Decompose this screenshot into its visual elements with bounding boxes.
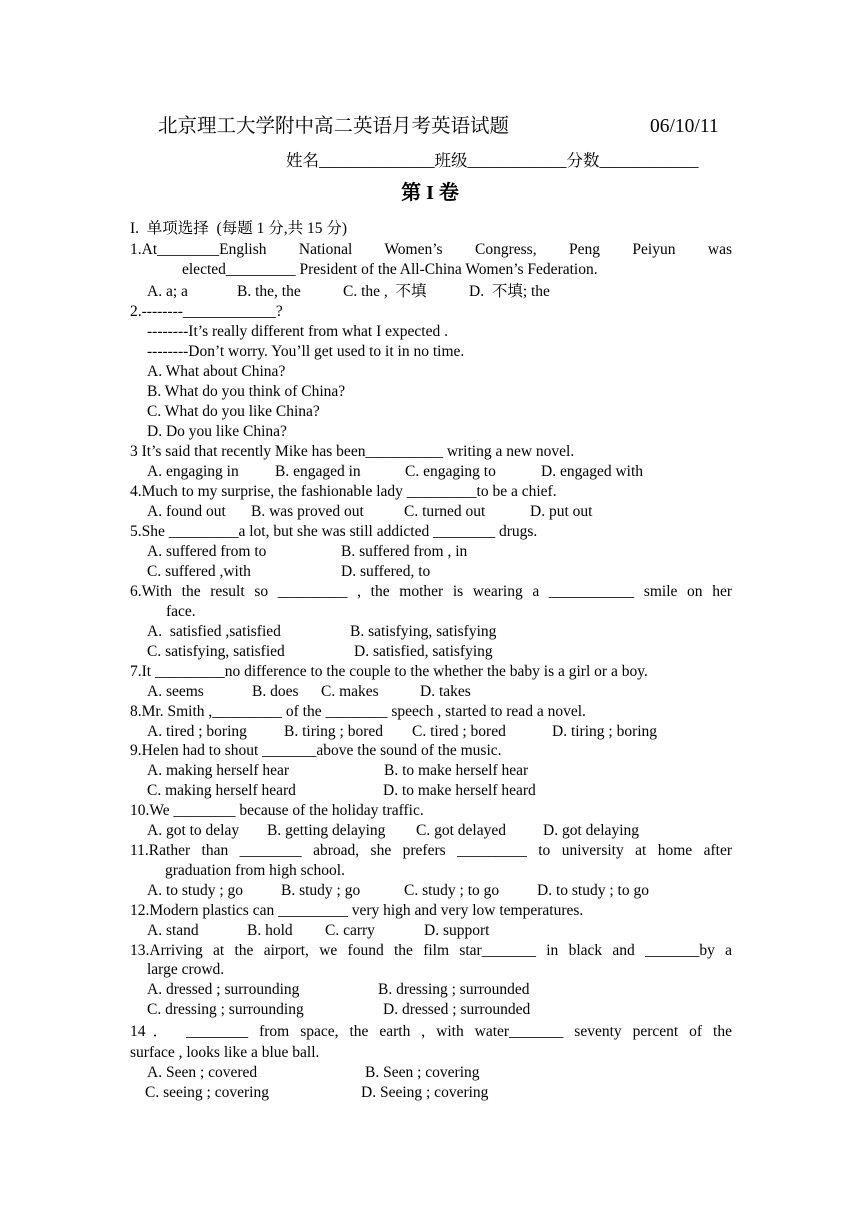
- question-2-option-c: C. What do you like China?: [147, 403, 320, 420]
- question-13-option-b: B. dressing ; surrounded: [378, 981, 530, 998]
- question-3-option-c: C. engaging to: [405, 463, 496, 480]
- question-11-line-1: 11.Rather than ________ abroad, she prefers _________ to university at home after: [130, 842, 732, 859]
- question-14-option-d: D. Seeing ; covering: [361, 1084, 489, 1101]
- question-14-options-row-2: [145, 1083, 489, 1163]
- question-3-option-b: B. engaged in: [275, 463, 361, 480]
- question-2-option-b: B. What do you think of China?: [147, 383, 346, 400]
- question-10-option-c: C. got delayed: [416, 822, 506, 839]
- question-7-option-c: C. makes: [321, 683, 379, 700]
- question-5-option-c: C. suffered ,with: [147, 563, 251, 580]
- question-13-option-a: A. dressed ; surrounding: [147, 981, 300, 998]
- question-10-line-1: 10.We ________ because of the holiday traffic.: [130, 802, 424, 819]
- part-heading: I. 单项选择 (每题 1 分,共 15 分): [130, 220, 347, 237]
- question-2-option-a: A. What about China?: [147, 363, 286, 380]
- question-7-option-a: A. seems: [147, 683, 204, 700]
- question-12-line-1: 12.Modern plastics can _________ very high and very low temperatures.: [130, 902, 584, 919]
- question-4-option-c: C. turned out: [404, 503, 486, 520]
- question-1-line-2: elected_________ President of the All-China Women’s Federation.: [182, 261, 598, 278]
- question-14-option-a: A. Seen ; covered: [147, 1064, 258, 1081]
- question-8-option-d: D. tiring ; boring: [552, 723, 658, 740]
- question-10-option-b: B. getting delaying: [267, 822, 386, 839]
- question-10-option-a: A. got to delay: [147, 822, 240, 839]
- question-14-line-1: 14． ________ from space, the earth , with water_______ seventy percent of the: [130, 1023, 732, 1040]
- question-9-option-c: C. making herself heard: [147, 782, 296, 799]
- question-8-option-c: C. tired ; bored: [412, 723, 506, 740]
- question-14-option-c: C. seeing ; covering: [145, 1084, 269, 1101]
- question-11-option-c: C. study ; to go: [404, 882, 500, 899]
- question-8-option-b: B. tiring ; bored: [284, 723, 384, 740]
- exam-title: 北京理工大学附中高二英语月考英语试题: [158, 116, 510, 137]
- question-12-option-a: A. stand: [147, 922, 199, 939]
- question-2-option-d: D. Do you like China?: [147, 423, 287, 440]
- question-8-option-a: A. tired ; boring: [147, 723, 247, 740]
- question-7-option-b: B. does: [252, 683, 299, 700]
- question-1-option-a: A. a; a: [147, 283, 188, 300]
- question-3-option-d: D. engaged with: [541, 463, 644, 480]
- question-6-option-b: B. satisfying, satisfying: [350, 623, 497, 640]
- question-9-option-b: B. to make herself hear: [384, 762, 529, 779]
- question-13-option-d: D. dressed ; surrounded: [383, 1001, 531, 1018]
- question-12-option-c: C. carry: [325, 922, 375, 939]
- question-8-line-1: 8.Mr. Smith ,_________ of the ________ speech , started to read a novel.: [130, 703, 586, 720]
- question-3-line-1: 3 It’s said that recently Mike has been__________ writing a new novel.: [130, 443, 575, 460]
- question-5-line-1: 5.She _________a lot, but she was still addicted ________ drugs.: [130, 523, 538, 540]
- question-4-option-b: B. was proved out: [251, 503, 364, 520]
- question-4-option-d: D. put out: [530, 503, 593, 520]
- question-6-option-a: A. satisfied ,satisfied: [147, 623, 281, 640]
- question-6-line-2: face.: [166, 603, 196, 620]
- question-11-option-b: B. study ; go: [281, 882, 361, 899]
- question-14-option-b: B. Seen ; covering: [365, 1064, 480, 1081]
- question-1-option-c: C. the , 不填: [343, 283, 427, 300]
- question-3-option-a: A. engaging in: [147, 463, 239, 480]
- question-2-line-2: --------It’s really different from what I expected .: [147, 323, 448, 340]
- exam-date: 06/10/11: [650, 116, 719, 137]
- question-2-line-3: --------Don’t worry. You’ll get used to it in no time.: [147, 343, 465, 360]
- question-5-option-a: A. suffered from to: [147, 543, 267, 560]
- question-1-option-b: B. the, the: [237, 283, 301, 300]
- section-title: 第 I 卷: [401, 182, 459, 204]
- question-9-line-1: 9.Helen had to shout _______above the sound of the music.: [130, 742, 502, 759]
- question-9-option-a: A. making herself hear: [147, 762, 290, 779]
- student-info-line: 姓名______________班级____________分数____________: [286, 151, 699, 170]
- question-12-option-d: D. support: [424, 922, 490, 939]
- question-6-option-c: C. satisfying, satisfied: [147, 643, 285, 660]
- question-10-option-d: D. got delaying: [543, 822, 639, 839]
- question-13-line-1: 13.Arriving at the airport, we found the film star_______ in black and _______by a: [130, 942, 732, 959]
- question-4-option-a: A. found out: [147, 503, 226, 520]
- question-4-line-1: 4.Much to my surprise, the fashionable lady _________to be a chief.: [130, 483, 557, 500]
- question-2-line-1: 2.--------____________?: [130, 303, 283, 320]
- question-7-line-1: 7.It _________no difference to the couple to the whether the baby is a girl or a boy.: [130, 663, 648, 680]
- question-9-option-d: D. to make herself heard: [383, 782, 536, 799]
- question-5-option-d: D. suffered, to: [341, 563, 431, 580]
- question-5-option-b: B. suffered from , in: [341, 543, 468, 560]
- question-14-line-2: surface , looks like a blue ball.: [130, 1044, 320, 1061]
- question-11-option-a: A. to study ; go: [147, 882, 244, 899]
- question-7-option-d: D. takes: [420, 683, 471, 700]
- question-1-line-1: 1.At________English National Women’s Congress, Peng Peiyun was: [130, 241, 732, 258]
- question-1-option-d: D. 不填; the: [469, 283, 550, 300]
- question-12-option-b: B. hold: [247, 922, 293, 939]
- question-6-option-d: D. satisfied, satisfying: [354, 643, 493, 660]
- question-13-line-2: large crowd.: [147, 961, 225, 978]
- question-11-line-2: graduation from high school.: [165, 862, 345, 879]
- question-11-option-d: D. to study ; to go: [537, 882, 649, 899]
- question-6-line-1: 6.With the result so _________ , the mother is wearing a ___________ smile on her: [130, 583, 732, 600]
- question-13-option-c: C. dressing ; surrounding: [147, 1001, 304, 1018]
